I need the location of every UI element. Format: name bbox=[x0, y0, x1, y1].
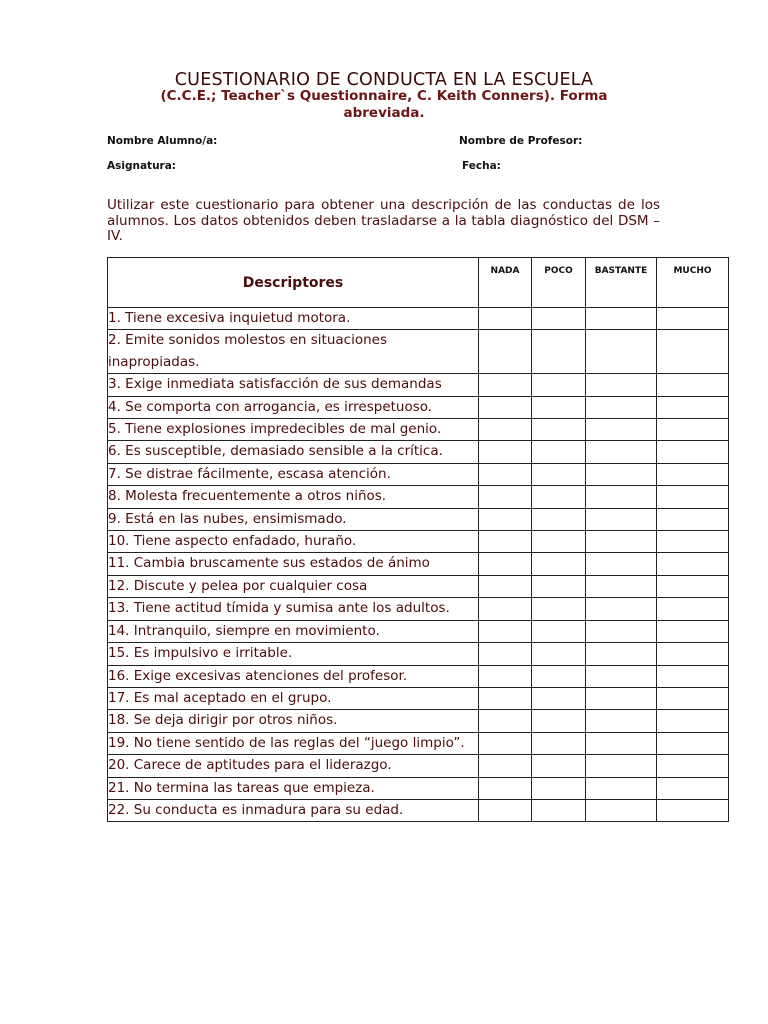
table-row bbox=[108, 374, 729, 396]
rating-cell-bastante[interactable] bbox=[586, 419, 657, 441]
table-row bbox=[108, 419, 729, 441]
descriptor-text: 4. Se comporta con arrogancia, es irrespetuoso. bbox=[108, 396, 479, 418]
subject-label: Asignatura: bbox=[107, 160, 177, 172]
option-nada-header: NADA bbox=[479, 258, 532, 308]
table-row bbox=[108, 755, 729, 777]
rating-cell-poco[interactable] bbox=[532, 799, 586, 821]
rating-cell-mucho[interactable] bbox=[657, 330, 729, 374]
table-row bbox=[108, 330, 729, 374]
rating-cell-mucho[interactable] bbox=[657, 598, 729, 620]
descriptor-text: 5. Tiene explosiones impredecibles de mal genio. bbox=[108, 419, 479, 441]
rating-cell-nada[interactable] bbox=[479, 330, 532, 374]
descriptor-text: 12. Discute y pelea por cualquier cosa bbox=[108, 575, 479, 597]
rating-cell-poco[interactable] bbox=[532, 643, 586, 665]
rating-cell-nada[interactable] bbox=[479, 553, 532, 575]
rating-cell-nada[interactable] bbox=[479, 777, 532, 799]
rating-cell-poco[interactable] bbox=[532, 486, 586, 508]
rating-cell-nada[interactable] bbox=[479, 508, 532, 530]
descriptor-text: 15. Es impulsivo e irritable. bbox=[108, 643, 479, 665]
table-row bbox=[108, 463, 729, 485]
rating-cell-bastante[interactable] bbox=[586, 620, 657, 642]
rating-cell-mucho[interactable] bbox=[657, 486, 729, 508]
descriptor-text: 22. Su conducta es inmadura para su edad. bbox=[108, 799, 479, 821]
document-title: CUESTIONARIO DE CONDUCTA EN LA ESCUELA bbox=[174, 70, 594, 90]
rating-cell-nada[interactable] bbox=[479, 687, 532, 709]
rating-cell-bastante[interactable] bbox=[586, 665, 657, 687]
rating-cell-bastante[interactable] bbox=[586, 799, 657, 821]
rating-cell-nada[interactable] bbox=[479, 710, 532, 732]
descriptor-text: 2. Emite sonidos molestos en situaciones inapropiadas. bbox=[108, 330, 479, 374]
rating-cell-nada[interactable] bbox=[479, 419, 532, 441]
rating-cell-mucho[interactable] bbox=[657, 665, 729, 687]
option-mucho-header: MUCHO bbox=[657, 258, 729, 308]
rating-cell-mucho[interactable] bbox=[657, 419, 729, 441]
rating-cell-nada[interactable] bbox=[479, 441, 532, 463]
date-label: Fecha: bbox=[462, 160, 501, 172]
rating-cell-mucho[interactable] bbox=[657, 710, 729, 732]
rating-cell-nada[interactable] bbox=[479, 463, 532, 485]
rating-cell-nada[interactable] bbox=[479, 620, 532, 642]
descriptor-text: 16. Exige excesivas atenciones del profesor. bbox=[108, 665, 479, 687]
questionnaire-table bbox=[107, 257, 729, 822]
table-row bbox=[108, 308, 729, 330]
rating-cell-poco[interactable] bbox=[532, 755, 586, 777]
descriptor-text: 6. Es susceptible, demasiado sensible a la crítica. bbox=[108, 441, 479, 463]
table-row bbox=[108, 620, 729, 642]
rating-cell-bastante[interactable] bbox=[586, 308, 657, 330]
rating-cell-mucho[interactable] bbox=[657, 643, 729, 665]
descriptor-text: 19. No tiene sentido de las reglas del “juego limpio”. bbox=[108, 732, 479, 754]
rating-cell-bastante[interactable] bbox=[586, 463, 657, 485]
instructions-paragraph: Utilizar este cuestionario para obtener una descripción de las conductas de los alumnos. Los datos obtenidos deben trasladarse a la tabla diagnóstico del DSM – IV. bbox=[107, 197, 660, 244]
rating-cell-poco[interactable] bbox=[532, 732, 586, 754]
descriptor-text: 20. Carece de aptitudes para el liderazgo. bbox=[108, 755, 479, 777]
descriptor-text: 1. Tiene excesiva inquietud motora. bbox=[108, 308, 479, 330]
rating-cell-mucho[interactable] bbox=[657, 755, 729, 777]
rating-cell-poco[interactable] bbox=[532, 575, 586, 597]
rating-cell-poco[interactable] bbox=[532, 396, 586, 418]
descriptor-text: 10. Tiene aspecto enfadado, huraño. bbox=[108, 531, 479, 553]
rating-cell-bastante[interactable] bbox=[586, 575, 657, 597]
rating-cell-nada[interactable] bbox=[479, 643, 532, 665]
rating-cell-poco[interactable] bbox=[532, 710, 586, 732]
table-row bbox=[108, 732, 729, 754]
table-row bbox=[108, 710, 729, 732]
rating-cell-poco[interactable] bbox=[532, 441, 586, 463]
descriptor-text: 21. No termina las tareas que empieza. bbox=[108, 777, 479, 799]
rating-cell-poco[interactable] bbox=[532, 419, 586, 441]
rating-cell-bastante[interactable] bbox=[586, 396, 657, 418]
table-row bbox=[108, 531, 729, 553]
rating-cell-nada[interactable] bbox=[479, 799, 532, 821]
rating-cell-nada[interactable] bbox=[479, 396, 532, 418]
rating-cell-bastante[interactable] bbox=[586, 508, 657, 530]
descriptor-text: 13. Tiene actitud tímida y sumisa ante los adultos. bbox=[108, 598, 479, 620]
rating-cell-mucho[interactable] bbox=[657, 732, 729, 754]
rating-cell-bastante[interactable] bbox=[586, 710, 657, 732]
table-header-row bbox=[108, 258, 729, 308]
rating-cell-mucho[interactable] bbox=[657, 687, 729, 709]
table-row bbox=[108, 665, 729, 687]
rating-cell-nada[interactable] bbox=[479, 374, 532, 396]
document-subtitle: (C.C.E.; Teacher`s Questionnaire, C. Keith Conners). Forma abreviada. bbox=[160, 88, 608, 121]
rating-cell-mucho[interactable] bbox=[657, 777, 729, 799]
table-row bbox=[108, 441, 729, 463]
rating-cell-mucho[interactable] bbox=[657, 553, 729, 575]
rating-cell-bastante[interactable] bbox=[586, 777, 657, 799]
rating-cell-nada[interactable] bbox=[479, 531, 532, 553]
rating-cell-mucho[interactable] bbox=[657, 575, 729, 597]
rating-cell-nada[interactable] bbox=[479, 732, 532, 754]
rating-cell-nada[interactable] bbox=[479, 665, 532, 687]
rating-cell-poco[interactable] bbox=[532, 553, 586, 575]
descriptor-text: 14. Intranquilo, siempre en movimiento. bbox=[108, 620, 479, 642]
rating-cell-mucho[interactable] bbox=[657, 396, 729, 418]
descriptor-text: 7. Se distrae fácilmente, escasa atención. bbox=[108, 463, 479, 485]
table-row bbox=[108, 777, 729, 799]
teacher-name-label: Nombre de Profesor: bbox=[459, 135, 583, 147]
rating-cell-bastante[interactable] bbox=[586, 687, 657, 709]
table-row bbox=[108, 598, 729, 620]
table-row bbox=[108, 687, 729, 709]
rating-cell-poco[interactable] bbox=[532, 687, 586, 709]
table-row bbox=[108, 508, 729, 530]
descriptor-text: 9. Está en las nubes, ensimismado. bbox=[108, 508, 479, 530]
table-row bbox=[108, 799, 729, 821]
rating-cell-mucho[interactable] bbox=[657, 531, 729, 553]
rating-cell-poco[interactable] bbox=[532, 620, 586, 642]
rating-cell-bastante[interactable] bbox=[586, 553, 657, 575]
descriptor-text: 11. Cambia bruscamente sus estados de ánimo bbox=[108, 553, 479, 575]
descriptors-header: Descriptores bbox=[108, 258, 479, 308]
rating-cell-mucho[interactable] bbox=[657, 620, 729, 642]
descriptor-text: 3. Exige inmediata satisfacción de sus demandas bbox=[108, 374, 479, 396]
rating-cell-poco[interactable] bbox=[532, 463, 586, 485]
table-row bbox=[108, 575, 729, 597]
rating-cell-bastante[interactable] bbox=[586, 486, 657, 508]
table-row bbox=[108, 396, 729, 418]
rating-cell-nada[interactable] bbox=[479, 486, 532, 508]
student-name-label: Nombre Alumno/a: bbox=[107, 135, 218, 147]
rating-cell-poco[interactable] bbox=[532, 508, 586, 530]
option-poco-header: POCO bbox=[532, 258, 586, 308]
rating-cell-mucho[interactable] bbox=[657, 441, 729, 463]
rating-cell-mucho[interactable] bbox=[657, 374, 729, 396]
rating-cell-poco[interactable] bbox=[532, 665, 586, 687]
rating-cell-bastante[interactable] bbox=[586, 330, 657, 374]
descriptor-text: 8. Molesta frecuentemente a otros niños. bbox=[108, 486, 479, 508]
rating-cell-mucho[interactable] bbox=[657, 799, 729, 821]
rating-cell-poco[interactable] bbox=[532, 374, 586, 396]
table-row bbox=[108, 553, 729, 575]
rating-cell-poco[interactable] bbox=[532, 598, 586, 620]
rating-cell-poco[interactable] bbox=[532, 531, 586, 553]
rating-cell-poco[interactable] bbox=[532, 308, 586, 330]
rating-cell-bastante[interactable] bbox=[586, 598, 657, 620]
rating-cell-bastante[interactable] bbox=[586, 441, 657, 463]
rating-cell-nada[interactable] bbox=[479, 308, 532, 330]
rating-cell-nada[interactable] bbox=[479, 598, 532, 620]
rating-cell-bastante[interactable] bbox=[586, 643, 657, 665]
rating-cell-mucho[interactable] bbox=[657, 508, 729, 530]
rating-cell-poco[interactable] bbox=[532, 330, 586, 374]
rating-cell-poco[interactable] bbox=[532, 777, 586, 799]
rating-cell-bastante[interactable] bbox=[586, 374, 657, 396]
rating-cell-nada[interactable] bbox=[479, 575, 532, 597]
option-bastante-header: BASTANTE bbox=[586, 258, 657, 308]
descriptor-text: 17. Es mal aceptado en el grupo. bbox=[108, 687, 479, 709]
rating-cell-bastante[interactable] bbox=[586, 732, 657, 754]
table-row bbox=[108, 643, 729, 665]
rating-cell-mucho[interactable] bbox=[657, 308, 729, 330]
rating-cell-bastante[interactable] bbox=[586, 531, 657, 553]
table-row bbox=[108, 486, 729, 508]
rating-cell-nada[interactable] bbox=[479, 755, 532, 777]
rating-cell-mucho[interactable] bbox=[657, 463, 729, 485]
descriptor-text: 18. Se deja dirigir por otros niños. bbox=[108, 710, 479, 732]
rating-cell-bastante[interactable] bbox=[586, 755, 657, 777]
